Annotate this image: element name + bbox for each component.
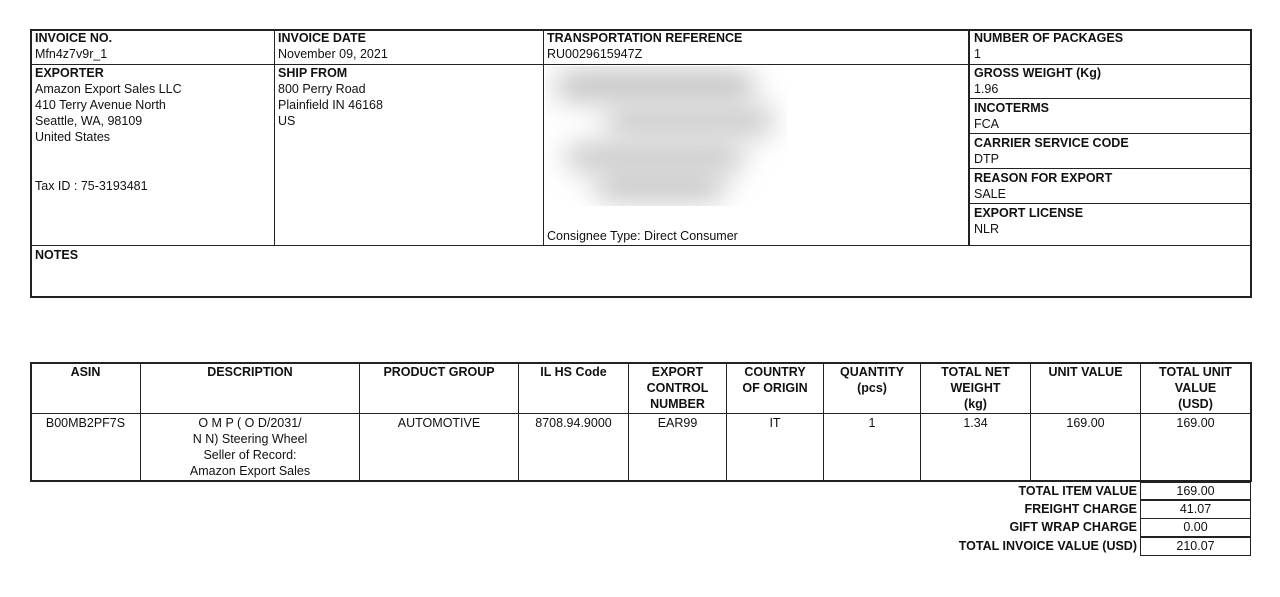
notes-label: NOTES (35, 248, 79, 262)
header-text: TOTAL NET (941, 365, 1010, 379)
ship-from-line: 800 Perry Road (278, 82, 366, 96)
gross-weight-field (971, 64, 1246, 98)
freight-charge-value: 41.07 (1140, 500, 1251, 519)
col-header-product-group (360, 363, 518, 380)
total-item-value-label: TOTAL ITEM VALUE (1018, 484, 1137, 498)
col-header-total-net-weight (921, 363, 1030, 412)
invoice-date-label: INVOICE DATE (278, 31, 366, 45)
header-text: TOTAL UNIT (1159, 365, 1232, 379)
export-license-label: EXPORT LICENSE (974, 206, 1084, 220)
cell-text: AUTOMOTIVE (397, 416, 481, 430)
export-license-value: NLR (974, 222, 1000, 236)
freight-charge-label: FREIGHT CHARGE (1024, 502, 1137, 516)
exporter-line: Amazon Export Sales LLC (35, 82, 182, 96)
invoice-no-label: INVOICE NO. (35, 31, 113, 45)
incoterms-label: INCOTERMS (974, 101, 1049, 115)
cell-text: Seller of Record: (203, 448, 297, 462)
col-header-country-of-origin (727, 363, 823, 396)
cell-total-unit-value (1141, 414, 1250, 431)
reason-for-export-label: REASON FOR EXPORT (974, 171, 1113, 185)
cell-text: B00MB2PF7S (45, 416, 126, 430)
exporter-line: 410 Terry Avenue North (35, 98, 166, 112)
header-text: PRODUCT GROUP (383, 365, 495, 379)
header-text: DESCRIPTION (207, 365, 293, 379)
header-text: IL HS Code (540, 365, 607, 379)
cell-text: 8708.94.9000 (535, 416, 612, 430)
gross-weight-value: 1.96 (974, 82, 999, 96)
cell-text: 169.00 (1176, 416, 1215, 430)
consignee-type: Consignee Type: Direct Consumer (547, 229, 738, 243)
header-text: (USD) (1178, 397, 1213, 411)
redacted-consignee-address (545, 66, 787, 206)
cell-text: 1 (868, 416, 876, 430)
header-text: CONTROL (646, 381, 709, 395)
num-packages-label: NUMBER OF PACKAGES (974, 31, 1124, 45)
cell-total-net-weight (921, 414, 1030, 431)
header-text: UNIT VALUE (1048, 365, 1123, 379)
exporter-label: EXPORTER (35, 66, 104, 80)
header-text: VALUE (1174, 381, 1217, 395)
cell-country-of-origin (727, 414, 823, 431)
col-header-export-control-number (629, 363, 726, 412)
invoice-no-field (32, 29, 272, 63)
cell-export-control-number (629, 414, 726, 431)
cell-text: EAR99 (657, 416, 698, 430)
invoice-no-value: Mfn4z7v9r_1 (35, 47, 108, 61)
cell-hs-code (519, 414, 628, 431)
carrier-service-code-field (971, 134, 1246, 168)
header-text: EXPORT (651, 365, 704, 379)
header-text: OF ORIGIN (742, 381, 808, 395)
col-header-asin (31, 363, 140, 380)
cell-product-group (360, 414, 518, 431)
total-invoice-value-label: TOTAL INVOICE VALUE (USD) (958, 539, 1137, 553)
incoterms-field (971, 99, 1246, 133)
cell-asin (31, 414, 140, 431)
header-text: COUNTRY (744, 365, 806, 379)
col-header-hs-code (519, 363, 628, 380)
cell-text: 1.34 (963, 416, 988, 430)
invoice-date-field (275, 29, 540, 63)
header-text: (pcs) (857, 381, 887, 395)
ship-from-line: US (278, 114, 296, 128)
header-text: QUANTITY (840, 365, 904, 379)
cell-text: O M P ( O D/2031/ (198, 416, 302, 430)
export-license-field (971, 204, 1246, 238)
col-header-quantity (824, 363, 920, 396)
header-text: NUMBER (650, 397, 705, 411)
total-invoice-value: 210.07 (1140, 537, 1251, 556)
cell-quantity (824, 414, 920, 431)
ship-from-block (275, 64, 540, 130)
cell-unit-value (1031, 414, 1140, 431)
total-item-value: 169.00 (1140, 482, 1251, 500)
cell-text: IT (769, 416, 781, 430)
col-header-total-unit-value (1141, 363, 1250, 412)
incoterms-value: FCA (974, 117, 999, 131)
transport-ref-field (544, 29, 964, 63)
ship-from-label: SHIP FROM (278, 66, 348, 80)
num-packages-field (971, 29, 1246, 63)
gift-wrap-charge-value: 0.00 (1140, 518, 1251, 537)
header-text: WEIGHT (950, 381, 1001, 395)
header-text: ASIN (70, 365, 101, 379)
invoice-date-value: November 09, 2021 (278, 47, 388, 61)
header-text: (kg) (964, 397, 987, 411)
cell-text: Amazon Export Sales (189, 464, 311, 478)
transport-ref-label: TRANSPORTATION REFERENCE (547, 31, 743, 45)
gross-weight-label: GROSS WEIGHT (Kg) (974, 66, 1102, 80)
col-header-unit-value (1031, 363, 1140, 380)
num-packages-value: 1 (974, 47, 981, 61)
carrier-service-code-value: DTP (974, 152, 999, 166)
cell-text: 169.00 (1066, 416, 1105, 430)
cell-description (141, 414, 359, 479)
carrier-service-code-label: CARRIER SERVICE CODE (974, 136, 1129, 150)
exporter-block (32, 64, 272, 195)
cell-text: N N) Steering Wheel (192, 432, 308, 446)
ship-from-line: Plainfield IN 46168 (278, 98, 383, 112)
gift-wrap-charge-label: GIFT WRAP CHARGE (1009, 520, 1137, 534)
exporter-line: Seattle, WA, 98109 (35, 114, 143, 128)
col-header-description (141, 363, 359, 380)
transport-ref-value: RU0029615947Z (547, 47, 643, 61)
exporter-line: United States (35, 130, 111, 144)
reason-for-export-field (971, 169, 1246, 203)
exporter-tax-id: Tax ID : 75-3193481 (35, 179, 148, 193)
reason-for-export-value: SALE (974, 187, 1006, 201)
